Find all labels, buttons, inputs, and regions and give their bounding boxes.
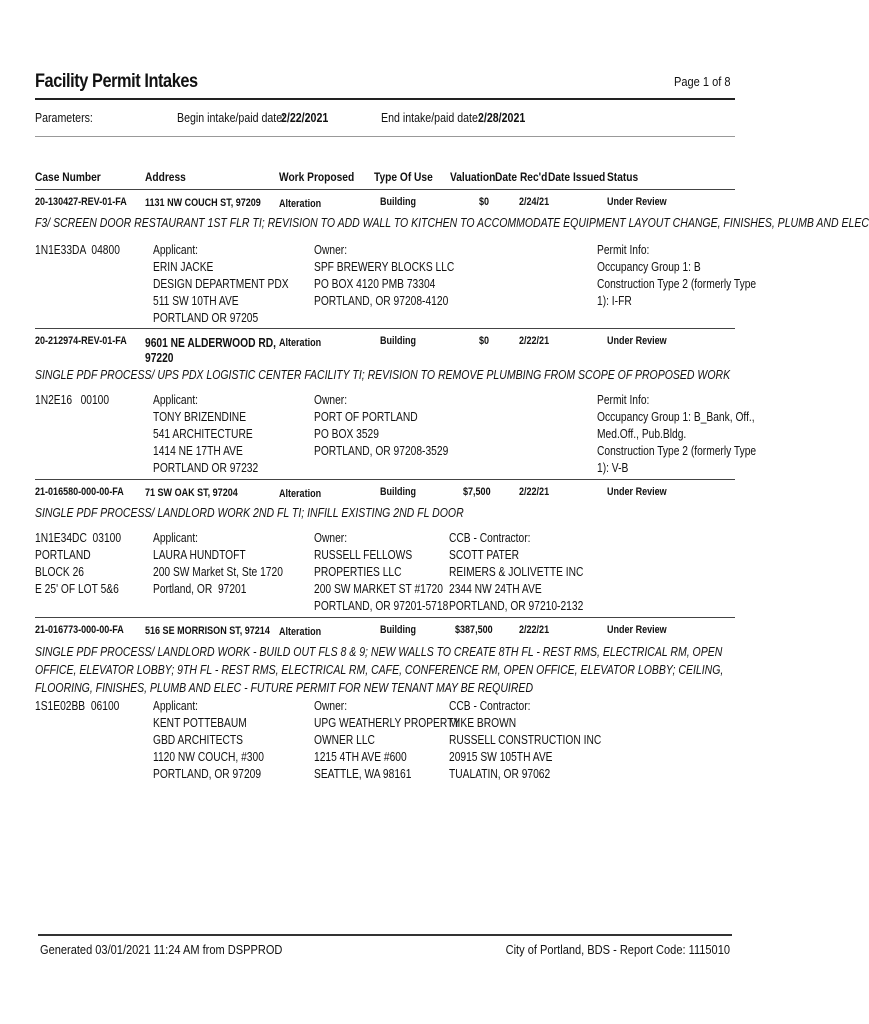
status: Under Review	[607, 624, 667, 636]
work-description: SINGLE PDF PROCESS/ UPS PDX LOGISTIC CENTER FACILITY TI; REVISION TO REMOVE PLUMBING FROM SCOPE OF PROPOSED WORK	[35, 368, 731, 382]
work-description: SINGLE PDF PROCESS/ LANDLORD WORK 2ND FL TI; INFILL EXISTING 2ND FL DOOR	[35, 506, 464, 520]
address: 1131 NW COUCH ST, 97209	[145, 197, 261, 209]
address: 9601 NE ALDERWOOD RD, 97220	[145, 336, 277, 365]
valuation: $387,500	[455, 624, 493, 636]
status: Under Review	[607, 486, 667, 498]
col-address: Address	[145, 170, 186, 184]
report-source: City of Portland, BDS - Report Code: 1115010	[505, 942, 730, 957]
address: 71 SW OAK ST, 97204	[145, 487, 238, 499]
end-date-value: 2/28/2021	[478, 111, 526, 125]
end-date-label: End intake/paid date:	[381, 111, 481, 125]
location: 1N1E33DA 04800	[35, 243, 120, 257]
valuation: $0	[479, 335, 490, 347]
work-description: F3/ SCREEN DOOR RESTAURANT 1ST FLR TI; REVISION TO ADD WALL TO KITCHEN TO ACCOMMODATE EQUIPMENT LAYOUT CHANGE, FINISHES, PLUMB AND ELEC	[35, 216, 869, 230]
date-recd: 2/22/21	[519, 335, 550, 347]
title-divider	[35, 98, 735, 100]
owner: Owner: SPF BREWERY BLOCKS LLC PO BOX 4120 PMB 73304 PORTLAND, OR 97208-4120	[314, 243, 455, 308]
col-type-of-use: Type Of Use	[374, 170, 433, 184]
status: Under Review	[607, 335, 667, 347]
type-of-use: Building	[380, 486, 417, 498]
record-divider	[35, 617, 735, 618]
work-proposed: Alteration	[279, 337, 322, 349]
applicant: Applicant: TONY BRIZENDINE 541 ARCHITECTURE 1414 NE 17TH AVE PORTLAND OR 97232	[153, 393, 259, 475]
contractor: CCB - Contractor: SCOTT PATER REIMERS & JOLIVETTE INC 2344 NW 24TH AVE PORTLAND, OR 97210-2132	[449, 531, 584, 613]
begin-date-value: 2/22/2021	[281, 111, 329, 125]
col-date-recd: Date Rec'd	[495, 170, 548, 184]
valuation: $7,500	[463, 486, 491, 498]
col-work-proposed: Work Proposed	[279, 170, 355, 184]
owner: Owner: RUSSELL FELLOWS PROPERTIES LLC 200 SW MARKET ST #1720 PORTLAND, OR 97201-5718	[314, 531, 449, 613]
date-recd: 2/22/21	[519, 486, 550, 498]
col-date-issued: Date Issued	[548, 170, 606, 184]
applicant: Applicant: KENT POTTEBAUM GBD ARCHITECTS 1120 NW COUCH, #300 PORTLAND, OR 97209	[153, 699, 264, 781]
record-divider	[35, 479, 735, 480]
col-case-number: Case Number	[35, 170, 101, 184]
case-number: 20-130427-REV-01-FA	[35, 196, 127, 208]
work-proposed: Alteration	[279, 626, 322, 638]
page-number: Page 1 of 8	[673, 74, 730, 89]
applicant: Applicant: LAURA HUNDTOFT 200 SW Market St, Ste 1720 Portland, OR 97201	[153, 531, 283, 596]
owner: Owner: PORT OF PORTLAND PO BOX 3529 PORTLAND, OR 97208-3529	[314, 393, 449, 458]
location: 1N2E16 00100	[35, 393, 110, 407]
status: Under Review	[607, 196, 667, 208]
generated-timestamp: Generated 03/01/2021 11:24 AM from DSPPROD	[40, 942, 283, 957]
column-header-divider	[35, 189, 735, 190]
valuation: $0	[479, 196, 490, 208]
work-description: SINGLE PDF PROCESS/ LANDLORD WORK - BUILD OUT FLS 8 & 9; NEW WALLS TO CREATE 8TH FL - REST RMS, ELECTRICAL RM, OPEN OFFICE, ELEVATOR LOBBY; 9TH FL - REST RMS, ELECTRICAL RM, CAFE, CONFERENCE RM, OPEN OFFICE, ELEVATOR LOBBY; CEILING, FLOORING, FINISHES, PLUMB AND ELEC - FUTURE PERMIT FOR NEW TENANT MAY BE REQUIRED	[35, 645, 724, 695]
case-number: 20-212974-REV-01-FA	[35, 335, 127, 347]
address: 516 SE MORRISON ST, 97214	[145, 625, 270, 637]
case-number: 21-016580-000-00-FA	[35, 486, 124, 498]
permit-info: Permit Info: Occupancy Group 1: B_Bank, Off., Med.Off., Pub.Bldg. Construction Type 2 (formerly Type 1): V-B	[597, 393, 757, 475]
permit-info: Permit Info: Occupancy Group 1: B Construction Type 2 (formerly Type 1): I-FR	[597, 243, 757, 308]
type-of-use: Building	[380, 624, 417, 636]
location: 1N1E34DC 03100 PORTLAND BLOCK 26 E 25' OF LOT 5&6	[35, 531, 122, 596]
date-recd: 2/22/21	[519, 624, 550, 636]
contractor: CCB - Contractor: MIKE BROWN RUSSELL CONSTRUCTION INC 20915 SW 105TH AVE TUALATIN, OR 97062	[449, 699, 602, 781]
case-number: 21-016773-000-00-FA	[35, 624, 124, 636]
parameters-divider	[35, 136, 735, 137]
record-divider	[35, 328, 735, 329]
type-of-use: Building	[380, 196, 417, 208]
report-title: Facility Permit Intakes	[35, 71, 198, 92]
parameters-label: Parameters:	[35, 111, 93, 125]
owner: Owner: UPG WEATHERLY PROPERTY OWNER LLC 1215 4TH AVE #600 SEATTLE, WA 98161	[314, 699, 461, 781]
applicant: Applicant: ERIN JACKE DESIGN DEPARTMENT PDX 511 SW 10TH AVE PORTLAND OR 97205	[153, 243, 289, 325]
work-proposed: Alteration	[279, 488, 322, 500]
work-proposed: Alteration	[279, 198, 322, 210]
footer-divider	[38, 934, 732, 936]
type-of-use: Building	[380, 335, 417, 347]
date-recd: 2/24/21	[519, 196, 550, 208]
col-status: Status	[607, 170, 639, 184]
begin-date-label: Begin intake/paid date:	[177, 111, 286, 125]
location: 1S1E02BB 06100	[35, 699, 120, 713]
col-valuation: Valuation	[450, 170, 496, 184]
